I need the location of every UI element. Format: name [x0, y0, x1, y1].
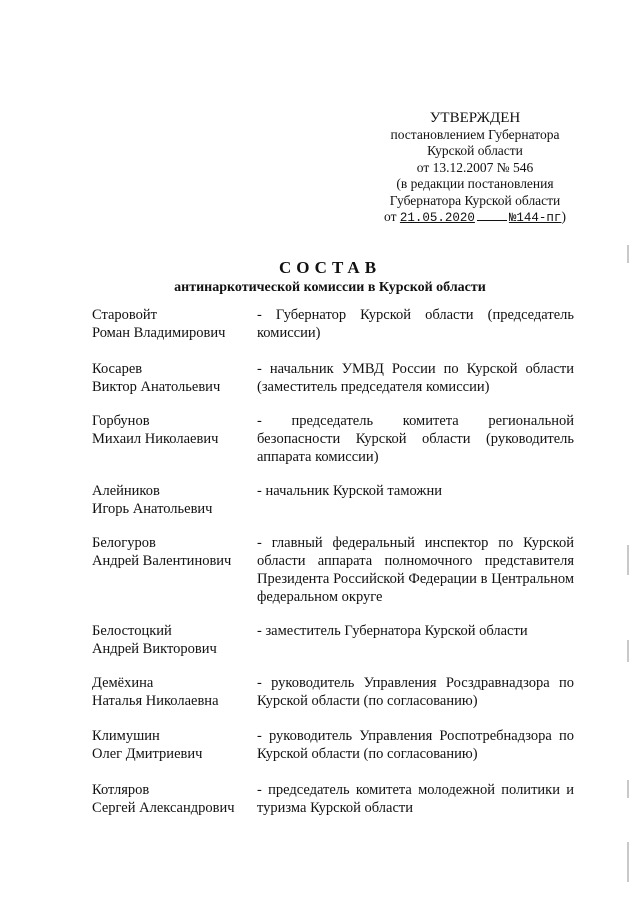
member-name: [92, 727, 257, 763]
member-surname: Белогуров: [92, 535, 156, 551]
member-position: - председатель комитета региональной безопасности Курской области (руководитель аппарата комиссии): [257, 413, 574, 465]
member-given-names: Олег Дмитриевич: [92, 746, 203, 762]
member-name: [92, 412, 257, 448]
member-position: - руководитель Управления Росздравнадзора по Курской области (по согласованию): [257, 675, 574, 709]
scan-edge-marks: [627, 0, 633, 905]
scan-mark: [627, 545, 629, 575]
member-position: - начальник УМВД России по Курской области (заместитель председателя комиссии): [257, 361, 574, 395]
approval-line-3: от 13.12.2007 № 546: [416, 159, 534, 175]
member-position: - руководитель Управления Роспотребнадзора по Курской области (по согласованию): [257, 728, 574, 762]
approval-block: [360, 110, 590, 227]
member-surname: Косарев: [92, 361, 143, 377]
approval-line-2: Курской области: [427, 143, 523, 158]
member-surname: Котляров: [92, 782, 150, 798]
member-position: - Губернатор Курской области (председатель комиссии): [257, 307, 574, 341]
member-surname: Горбунов: [92, 413, 150, 429]
page-subtitle: антинаркотической комиссии в Курской области: [174, 280, 486, 295]
member-given-names: Сергей Александрович: [92, 800, 235, 816]
scan-mark: [627, 245, 629, 263]
member-position: - председатель комитета молодежной политики и туризма Курской области: [257, 782, 574, 816]
member-name: [92, 534, 257, 570]
member-given-names: Михаил Николаевич: [92, 431, 219, 447]
member-given-names: Андрей Валентинович: [92, 553, 232, 569]
approval-blank-underline: [477, 220, 507, 221]
member-name: [92, 306, 257, 342]
approval-date-value: 21.05.2020: [399, 211, 475, 225]
member-given-names: Наталья Николаевна: [92, 693, 219, 709]
approval-date-prefix: от: [384, 209, 397, 224]
member-given-names: Андрей Викторович: [92, 641, 217, 657]
member-position: - заместитель Губернатора Курской области: [257, 623, 528, 639]
member-name: [92, 482, 257, 518]
member-given-names: Роман Владимирович: [92, 325, 226, 341]
member-surname: Белостоцкий: [92, 623, 172, 639]
scan-mark: [627, 640, 629, 662]
member-given-names: Игорь Анатольевич: [92, 501, 213, 517]
scan-mark: [627, 842, 629, 882]
scan-mark: [627, 780, 629, 798]
approval-date-suffix: ): [561, 209, 566, 224]
approval-line-1: постановлением Губернатора: [390, 126, 560, 142]
member-name: [92, 360, 257, 396]
member-name: [92, 622, 257, 658]
approval-line-5: Губернатора Курской области: [389, 192, 561, 208]
approval-date-line: [360, 209, 590, 227]
page-title: СОСТАВ: [278, 258, 382, 277]
approval-title: УТВЕРЖДЕН: [429, 110, 521, 126]
member-surname: Демёхина: [92, 675, 154, 691]
member-name: [92, 674, 257, 710]
member-name: [92, 781, 257, 817]
member-surname: Старовойт: [92, 307, 158, 323]
member-given-names: Виктор Анатольевич: [92, 379, 221, 395]
member-surname: Климушин: [92, 728, 160, 744]
approval-line-4: (в редакции постановления: [396, 176, 554, 191]
approval-number-value: №144-пг: [508, 211, 562, 225]
member-surname: Алейников: [92, 483, 160, 499]
document-heading: [0, 258, 640, 296]
member-position: - главный федеральный инспектор по Курской области аппарата полномочного представителя Президента Российской Федерации в Центральном федеральном округе: [257, 535, 574, 605]
member-position: - начальник Курской таможни: [257, 483, 442, 499]
